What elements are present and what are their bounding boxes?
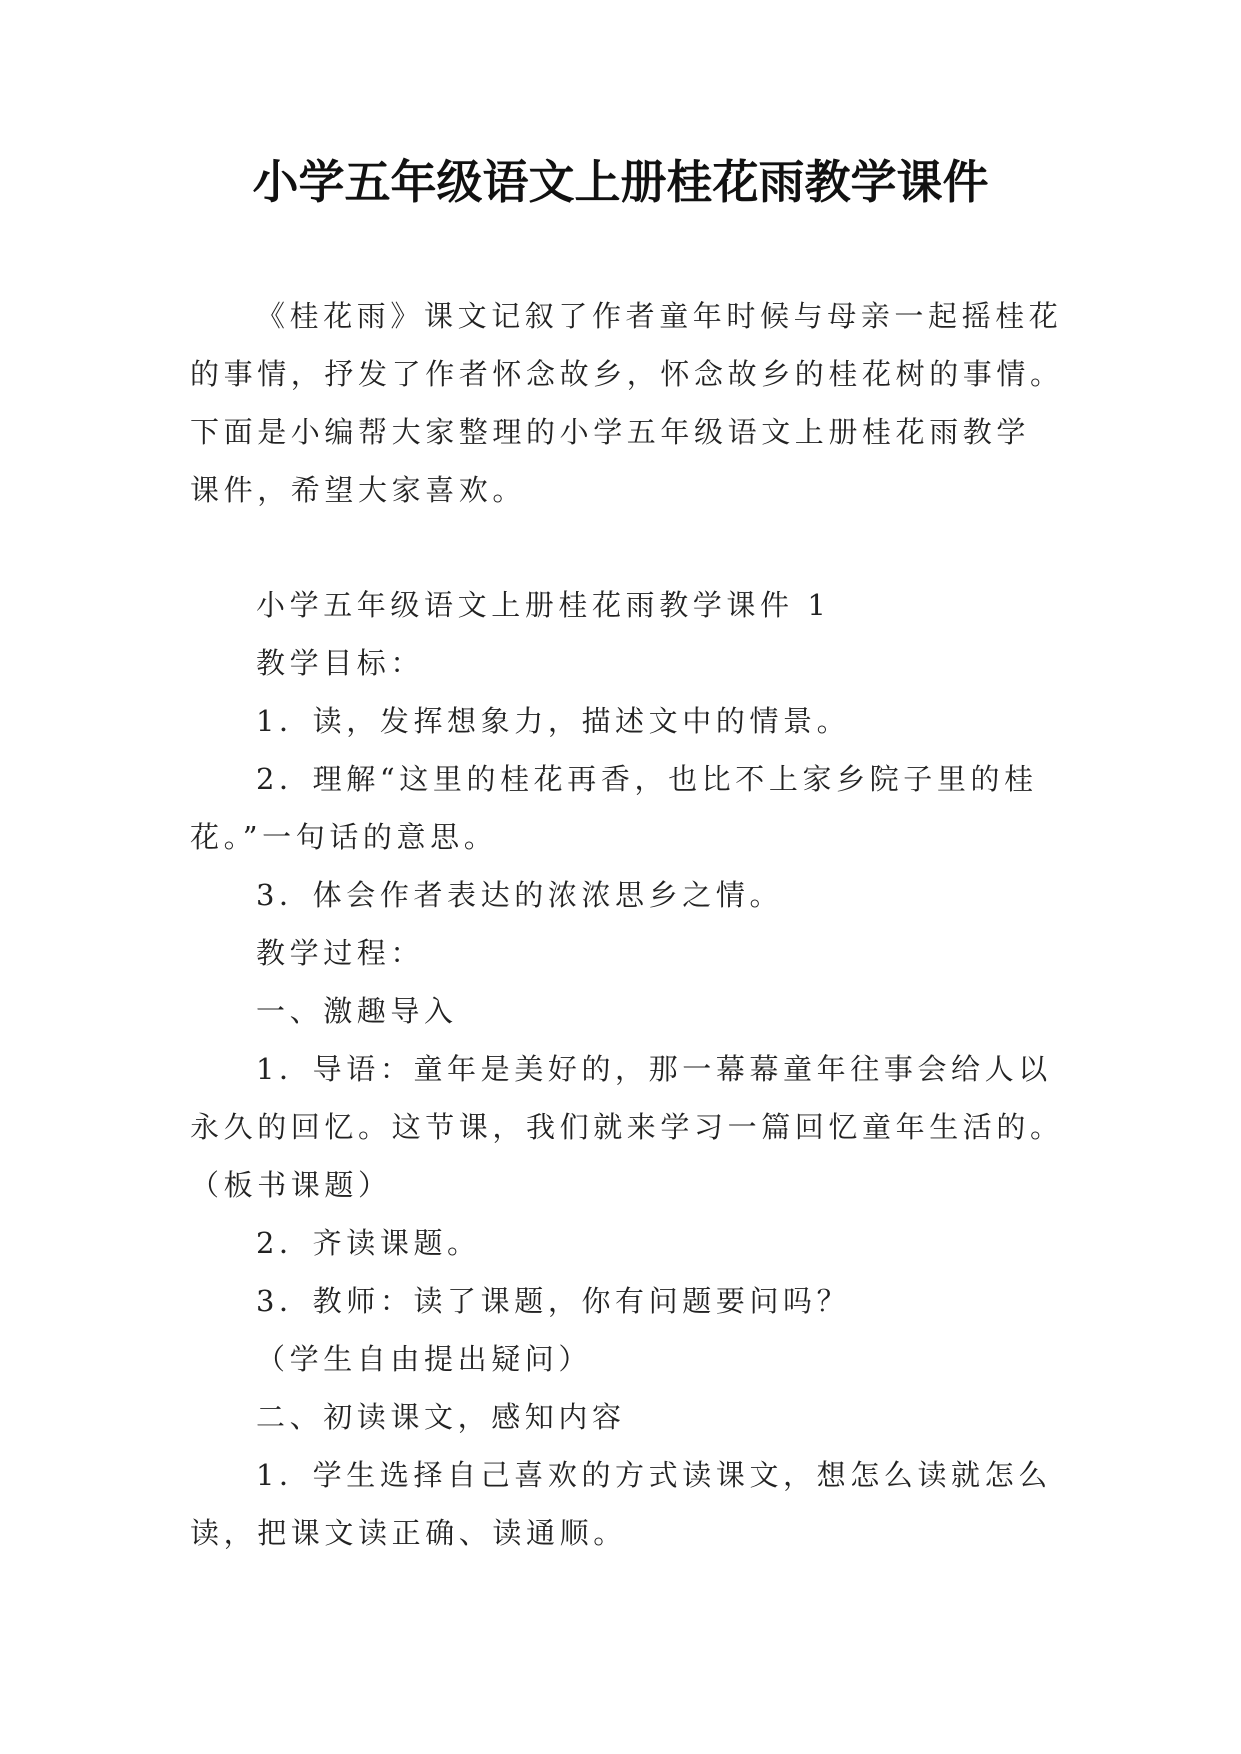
step-item-continued: （板书课题） xyxy=(190,1168,392,1202)
lesson-section xyxy=(190,576,1064,1562)
step-heading: 一、激趣导入 xyxy=(256,994,458,1028)
step-item-continued: 永久的回忆。这节课，我们就来学习一篇回忆童年生活的。 xyxy=(190,1110,1064,1144)
process-heading: 教学过程： xyxy=(256,936,425,970)
step-note: （学生自由提出疑问） xyxy=(256,1342,593,1376)
document-title: 小学五年级语文上册桂花雨教学课件 xyxy=(252,155,989,209)
section-heading: 小学五年级语文上册桂花雨教学课件 1 xyxy=(256,588,831,622)
objective-item: 1．读，发挥想象力，描述文中的情景。 xyxy=(256,704,851,738)
objective-item: 3．体会作者表达的浓浓思乡之情。 xyxy=(256,878,784,912)
step-item-continued: 读，把课文读正确、读通顺。 xyxy=(190,1516,627,1550)
objectives-heading: 教学目标： xyxy=(256,646,425,680)
objective-item: 2．理解“这里的桂花再香，也比不上家乡院子里的桂 xyxy=(256,762,1038,796)
intro-line: 课件，希望大家喜欢。 xyxy=(190,473,527,507)
step-heading: 二、初读课文，感知内容 xyxy=(256,1400,626,1434)
intro-line: 的事情，抒发了作者怀念故乡，怀念故乡的桂花树的事情。 xyxy=(190,357,1064,391)
intro-line: 《桂花雨》课文记叙了作者童年时候与母亲一起摇桂花 xyxy=(256,299,1063,333)
step-item: 1．导语：童年是美好的，那一幕幕童年往事会给人以 xyxy=(256,1052,1052,1086)
step-item: 2．齐读课题。 xyxy=(256,1226,481,1260)
intro-line: 下面是小编帮大家整理的小学五年级语文上册桂花雨教学 xyxy=(190,415,1031,449)
intro-paragraph xyxy=(190,287,1064,519)
objective-item-continued: 花。”一句话的意思。 xyxy=(190,820,498,854)
step-item: 3．教师：读了课题，你有问题要问吗？ xyxy=(256,1284,851,1318)
step-item: 1．学生选择自己喜欢的方式读课文，想怎么读就怎么 xyxy=(256,1458,1052,1492)
